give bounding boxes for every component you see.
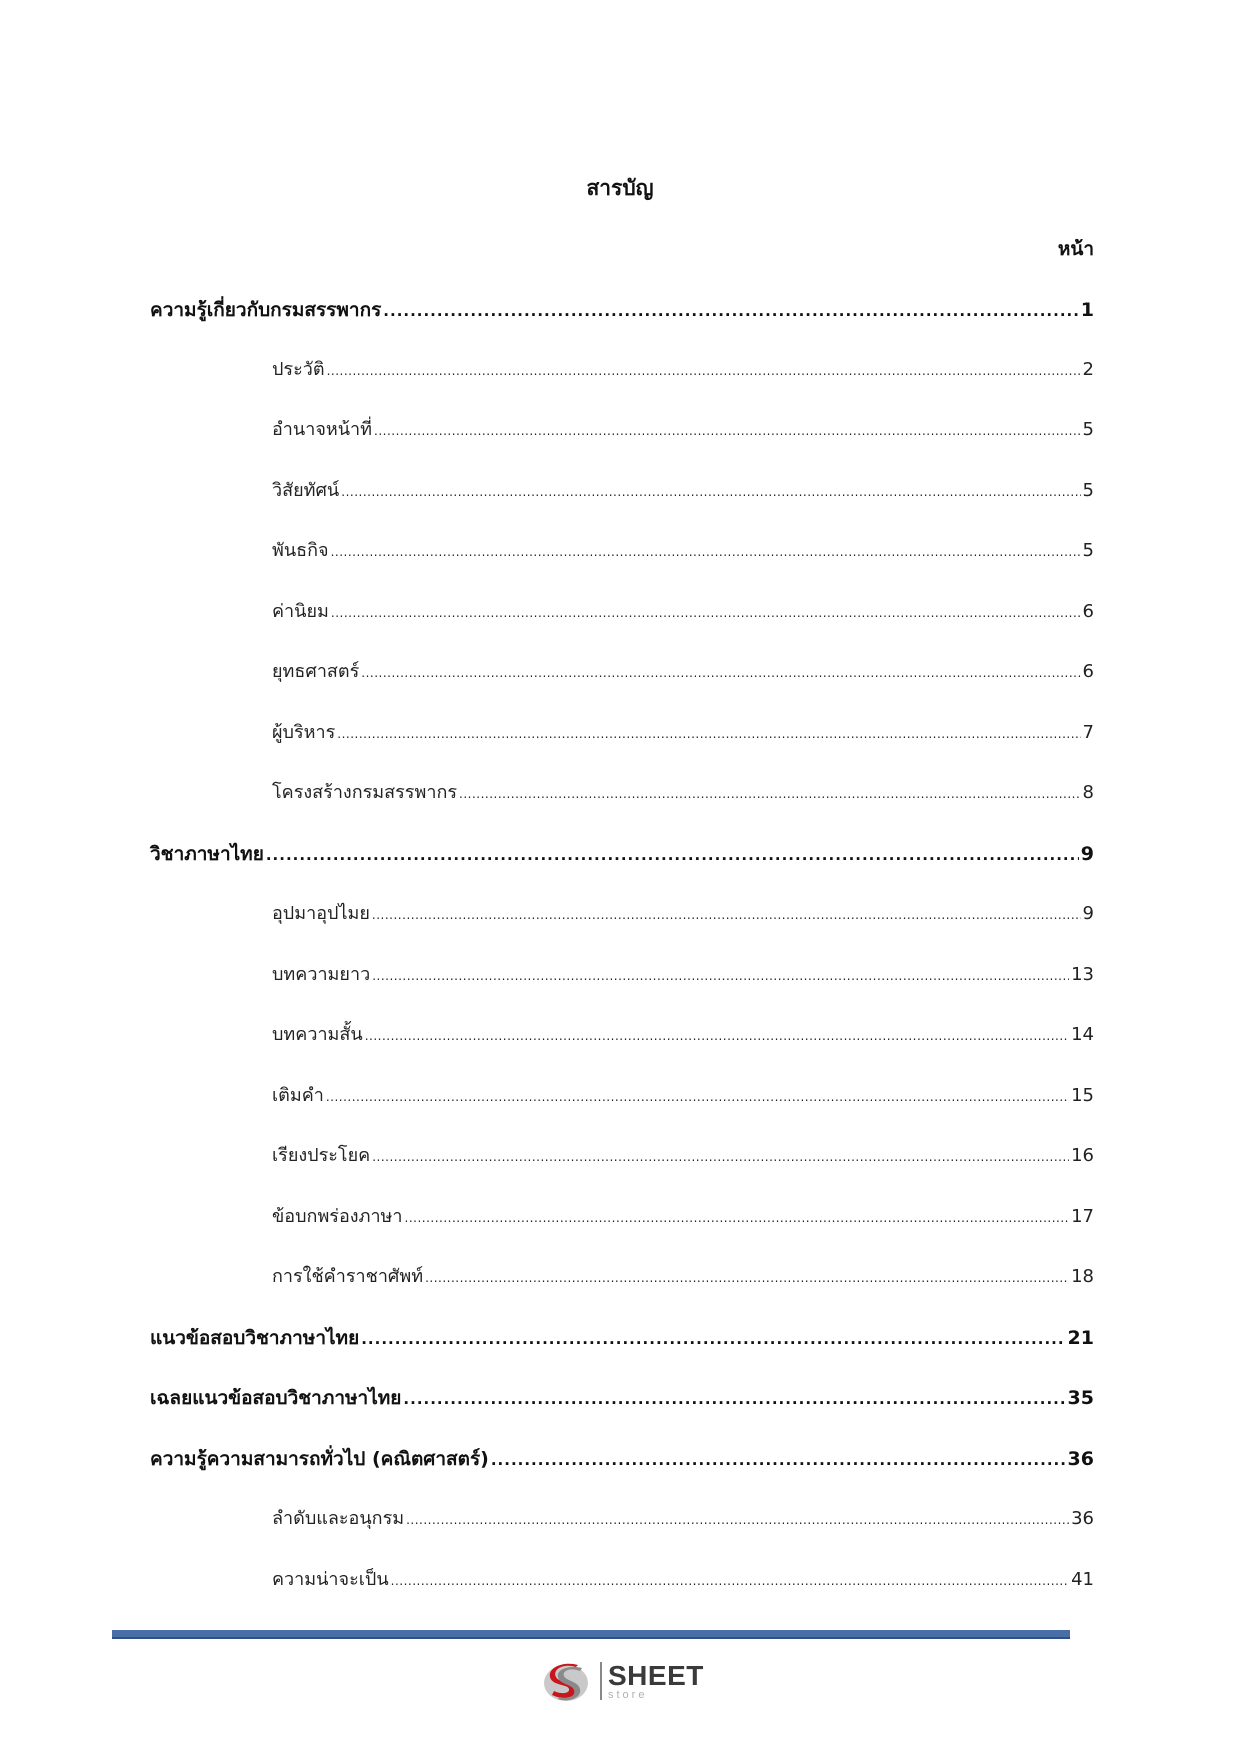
toc-entry[interactable] [272,1082,1094,1110]
toc-entry-page: 2 [1082,359,1094,380]
toc-entry-label: ประวัติ [272,359,325,380]
toc-entry-label: โครงสร้างกรมสรรพากร [272,782,458,803]
logo-text [608,1659,704,1701]
toc-entry-page: 17 [1071,1206,1094,1227]
dot-leader [374,417,1081,445]
dot-leader [326,1083,1069,1111]
toc-entry[interactable] [272,1505,1094,1533]
toc-entry-page: 41 [1071,1569,1094,1590]
dot-leader [266,841,1079,869]
toc-entry-label: เรียงประโยค [272,1145,371,1166]
dot-leader [372,962,1069,990]
toc-entry-label: วิสัยทัศน์ [272,480,340,501]
toc-entry[interactable] [150,1445,1094,1473]
footer-divider-bar [112,1630,1070,1639]
dot-leader [372,901,1081,929]
toc-entry-label: เฉลยแนวข้อสอบวิชาภาษาไทย [150,1387,402,1409]
dot-leader [365,1022,1069,1050]
toc-entry-label: ลำดับและอนุกรม [272,1508,405,1529]
dot-leader [459,780,1081,808]
dot-leader [341,478,1080,506]
dot-leader [337,720,1080,748]
footer-logo [540,1656,704,1706]
toc-entry-page: 7 [1082,722,1094,743]
toc-entry[interactable] [272,416,1094,444]
toc-entry[interactable] [272,356,1094,384]
dot-leader [383,297,1078,325]
toc-entry[interactable] [150,1324,1094,1352]
toc-entry-label: ข้อบกพร่องภาษา [272,1206,403,1227]
toc-entry-label: พันธกิจ [272,540,329,561]
toc-entry[interactable] [272,477,1094,505]
toc-entry-page: 16 [1071,1145,1094,1166]
logo-sub: store [608,1688,648,1701]
dot-leader [361,1325,1065,1353]
toc-entry[interactable] [272,658,1094,686]
dot-leader [425,1264,1069,1292]
toc-entry-label: ยุทธศาสตร์ [272,661,360,682]
toc-entry-page: 9 [1080,843,1094,865]
page-column-header: หน้า [1057,238,1094,260]
toc-entry-page: 5 [1082,480,1094,501]
toc-entry-label: อุปมาอุปไมย [272,903,370,924]
toc-entry-label: ความน่าจะเป็น [272,1569,389,1590]
dot-leader [406,1506,1069,1534]
dot-leader [361,659,1080,687]
toc-entry[interactable] [272,1263,1094,1291]
toc-entry-label: บทความสั้น [272,1024,363,1045]
toc-entry-page: 5 [1082,540,1094,561]
toc-entry[interactable] [272,1203,1094,1231]
toc-entry[interactable] [272,961,1094,989]
toc-entry-label: วิชาภาษาไทย [150,843,264,865]
toc-entry[interactable] [150,840,1094,868]
toc-entry-label: เติมคำ [272,1085,324,1106]
dot-leader [331,599,1081,627]
dot-leader [391,1567,1069,1595]
toc-entry-page: 5 [1082,419,1094,440]
dot-leader [405,1204,1070,1232]
toc-entry[interactable] [272,537,1094,565]
toc-title: สารบัญ [586,176,654,200]
toc-entry[interactable] [272,719,1094,747]
toc-entry-page: 6 [1082,601,1094,622]
toc-entry-label: บทความยาว [272,964,371,985]
toc-entry[interactable] [272,900,1094,928]
toc-entry-page: 35 [1067,1387,1094,1409]
toc-entry[interactable] [272,1566,1094,1594]
toc-entry-page: 36 [1067,1448,1094,1470]
toc-entry[interactable] [272,779,1094,807]
toc-entry-page: 15 [1071,1085,1094,1106]
logo-separator [600,1662,602,1700]
toc-entry-label: ความรู้เกี่ยวกับกรมสรรพากร [150,299,382,321]
toc-entry[interactable] [272,1142,1094,1170]
toc-entry-page: 36 [1071,1508,1094,1529]
toc-entry-label: แนวข้อสอบวิชาภาษาไทย [150,1327,360,1349]
toc-entry-page: 13 [1071,964,1094,985]
logo-word: SHEET [608,1659,704,1691]
toc-entry-label: ผู้บริหาร [272,722,336,743]
toc-entry-page: 21 [1067,1327,1094,1349]
dot-leader [491,1446,1066,1474]
toc-entry-label: ความรู้ความสามารถทั่วไป (คณิตศาสตร์) [150,1448,489,1470]
toc-entry-page: 18 [1071,1266,1094,1287]
toc-entry-page: 8 [1082,782,1094,803]
toc-entry[interactable] [272,1021,1094,1049]
toc-entry[interactable] [272,598,1094,626]
toc-entry[interactable] [150,1384,1094,1412]
dot-leader [331,538,1081,566]
toc-entry-page: 1 [1080,299,1094,321]
toc-entry-label: ค่านิยม [272,601,329,622]
dot-leader [327,357,1081,385]
toc-entry-page: 6 [1082,661,1094,682]
toc-entry-label: อำนาจหน้าที่ [272,419,373,440]
toc-entry-page: 14 [1071,1024,1094,1045]
toc-entry-label: การใช้คำราชาศัพท์ [272,1266,424,1287]
dot-leader [372,1143,1069,1171]
toc-entry-page: 9 [1082,903,1094,924]
sheetstore-s-logo-icon [540,1657,596,1705]
toc-entry[interactable] [150,296,1094,324]
dot-leader [403,1385,1065,1413]
